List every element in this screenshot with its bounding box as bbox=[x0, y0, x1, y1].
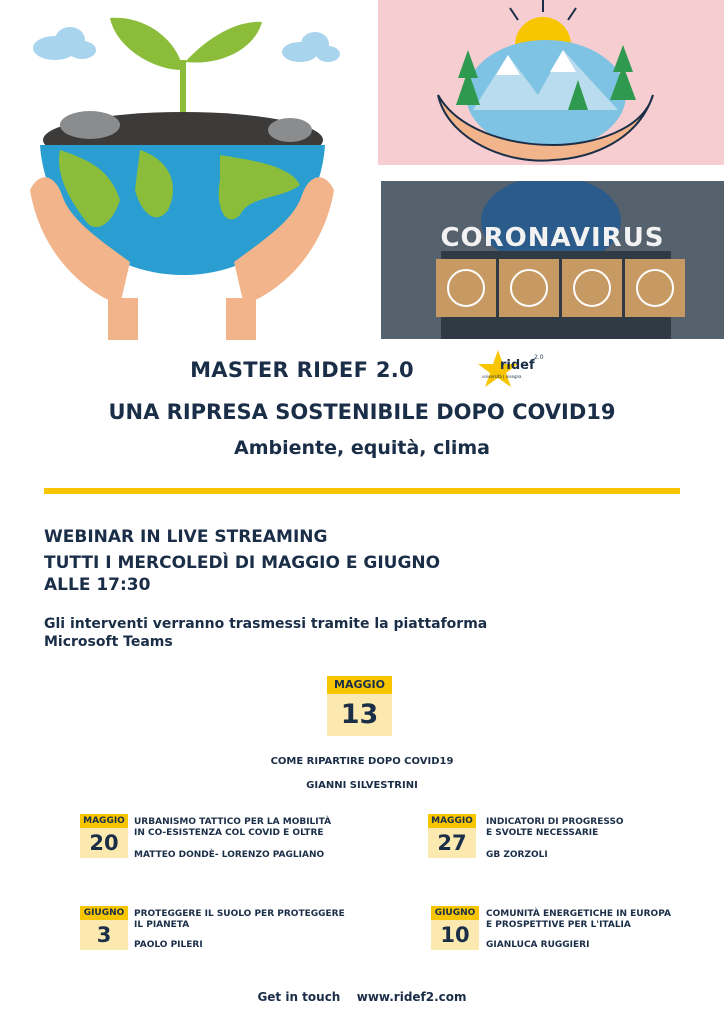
coronavirus-photo bbox=[381, 181, 724, 339]
event-title-line-1: INDICATORI DI PROGRESSO bbox=[486, 817, 624, 827]
main-event-speaker: GIANNI SILVESTRINI bbox=[306, 780, 418, 791]
badge-month: MAGGIO bbox=[80, 814, 128, 828]
divider bbox=[44, 488, 680, 494]
badge-day: 20 bbox=[80, 828, 128, 858]
event-title bbox=[486, 909, 671, 931]
earth-illustration bbox=[0, 0, 364, 340]
footer bbox=[0, 990, 724, 1004]
event-speaker: GIANLUCA RUGGIERI bbox=[486, 940, 590, 950]
date-badge bbox=[80, 906, 128, 950]
hands-hug-illustration bbox=[378, 0, 724, 165]
info-line-3: ALLE 17:30 bbox=[44, 575, 151, 595]
logo-text: ridef bbox=[500, 358, 535, 373]
master-heading: MASTER RIDEF 2.0 bbox=[190, 358, 414, 382]
badge-day: 3 bbox=[80, 920, 128, 950]
main-event-title: COME RIPARTIRE DOPO COVID19 bbox=[270, 756, 454, 767]
logo-sup: 2.0 bbox=[534, 354, 544, 361]
date-badge bbox=[431, 906, 479, 950]
page-title: UNA RIPRESA SOSTENIBILE DOPO COVID19 bbox=[108, 400, 616, 424]
event-title-line-2: E PROSPETTIVE PER L'ITALIA bbox=[486, 920, 631, 930]
badge-month: MAGGIO bbox=[428, 814, 476, 828]
badge-month: GIUGNO bbox=[80, 906, 128, 920]
website-link[interactable]: www.ridef2.com bbox=[356, 990, 467, 1004]
event-title bbox=[134, 909, 345, 931]
badge-day: 13 bbox=[327, 694, 392, 736]
event-title bbox=[486, 817, 624, 839]
page-subtitle: Ambiente, equità, clima bbox=[234, 437, 490, 459]
platform-note bbox=[44, 615, 487, 651]
coronavirus-label: CORONAVIRUS bbox=[440, 223, 665, 253]
badge-day: 10 bbox=[431, 920, 479, 950]
info-line-1: WEBINAR IN LIVE STREAMING bbox=[44, 527, 328, 547]
event-title-line-1: COMUNITÀ ENERGETICHE IN EUROPA bbox=[486, 909, 671, 919]
ridef-logo bbox=[476, 348, 546, 388]
event-title-line-2: E SVOLTE NECESSARIE bbox=[486, 828, 599, 838]
platform-note-line-1: Gli interventi verranno trasmessi tramite la piattaforma bbox=[44, 616, 488, 632]
date-badge bbox=[428, 814, 476, 858]
platform-note-line-2: Microsoft Teams bbox=[44, 634, 173, 650]
event-title-line-2: IL PIANETA bbox=[134, 920, 190, 930]
event-speaker: MATTEO DONDÈ- LORENZO PAGLIANO bbox=[134, 850, 325, 860]
badge-month: MAGGIO bbox=[327, 676, 392, 694]
info-line-2: TUTTI I MERCOLEDÌ DI MAGGIO E GIUGNO bbox=[44, 553, 441, 573]
event-title-line-1: PROTEGGERE IL SUOLO PER PROTEGGERE bbox=[134, 909, 345, 919]
logo-tagline: università | insegna bbox=[482, 374, 522, 379]
event-speaker: PAOLO PILERI bbox=[134, 940, 203, 950]
event-title bbox=[134, 817, 331, 839]
date-badge-main bbox=[327, 676, 392, 736]
event-speaker: GB ZORZOLI bbox=[486, 850, 548, 860]
footer-label: Get in touch bbox=[257, 990, 341, 1004]
badge-day: 27 bbox=[428, 828, 476, 858]
event-title-line-1: URBANISMO TATTICO PER LA MOBILITÀ bbox=[134, 817, 332, 827]
badge-month: GIUGNO bbox=[431, 906, 479, 920]
date-badge bbox=[80, 814, 128, 858]
event-title-line-2: IN CO-ESISTENZA COL COVID E OLTRE bbox=[134, 828, 324, 838]
